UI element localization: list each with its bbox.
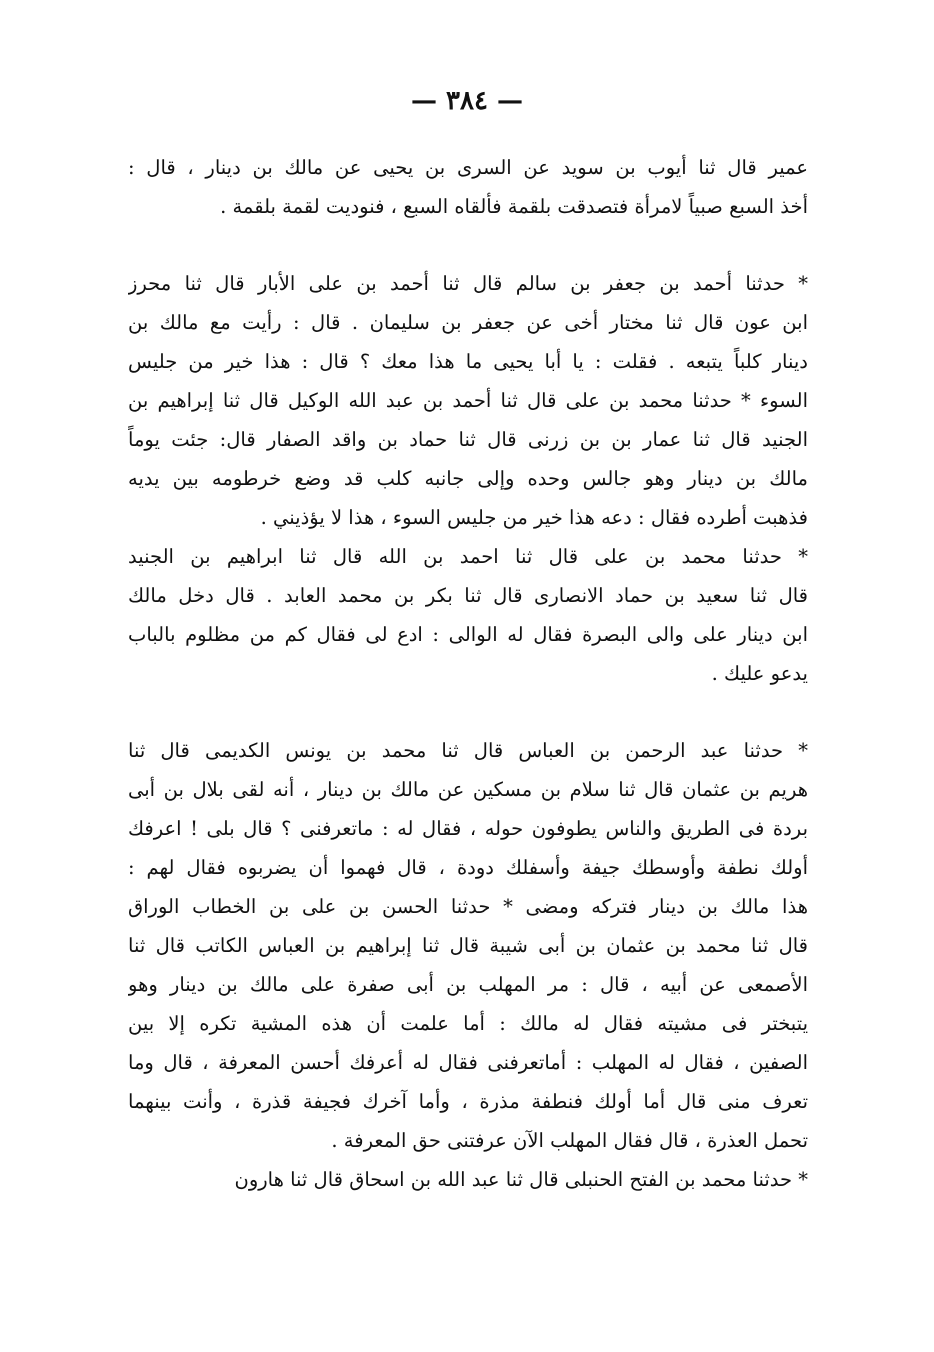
text-line: أخذ السبع صبياً لامرأة فتصدقت بلقمة فألقاه السبع ، فنوديت لقمة بلقمة . [220, 195, 808, 218]
body-text [128, 148, 808, 1199]
text-line: ابن دينار على والى البصرة فقال له الوالى : ادع لى فقال كم من مظلوم بالباب [128, 623, 808, 646]
text-line: تحمل العذرة ، قال فقال المهلب الآن عرفتنى حق المعرفة . [331, 1129, 808, 1152]
paragraph [128, 731, 808, 1160]
text-line: قال ثنا سعيد بن حماد الانصارى قال ثنا بكر بن محمد العابد . قال دخل مالك [128, 584, 808, 607]
paragraph-gap [128, 226, 808, 264]
text-line: دينار كلباً يتبعه . فقلت : يا أبا يحيى ما هذا معك ؟ قال : هذا خير من جليس [128, 350, 808, 373]
text-line: عمير قال ثنا أيوب بن سويد عن السرى بن يحيى عن مالك بن دينار ، قال : [128, 156, 808, 179]
text-line: * حدثنا أحمد بن جعفر بن سالم قال ثنا أحمد بن على الأبار قال ثنا محرز [128, 272, 808, 295]
text-line: مالك بن دينار وهو جالس وحده وإلى جانبه كلب قد وضع خرطومه بين يديه [128, 467, 808, 490]
paragraph-gap [128, 693, 808, 731]
text-line: تعرف منى قال أما أولك فنطفة مذرة ، وأما آخرك فجيفة قذرة ، وأنت بينهما [128, 1090, 808, 1113]
text-line: بردة فى الطريق والناس يطوفون حوله ، فقال له : ماتعرفنى ؟ قال بلى ! اعرفك [128, 817, 808, 840]
page-number: — ٣٨٤ — [410, 86, 524, 116]
text-line: * حدثنا محمد بن على قال ثنا احمد بن الله قال ثنا ابراهيم بن الجنيد [128, 545, 808, 568]
text-line: ابن عون قال ثنا مختار أخى عن جعفر بن سليمان . قال : رأيت مع مالك بن [128, 311, 808, 334]
text-line: يتبختر فى مشيته فقال له مالك : أما علمت أن هذه المشية تكره إلا بين [128, 1012, 808, 1035]
text-line: * حدثنا محمد بن الفتح الحنبلى قال ثنا عبد الله بن اسحاق قال ثنا هارون [234, 1168, 808, 1191]
text-line: فذهبت أطرده فقال : دعه هذا خير من جليس السوء ، هذا لا يؤذيني . [260, 506, 808, 529]
text-line: هريم بن عثمان قال ثنا سلام بن مسكين عن مالك بن دينار ، أنه لقى بلال بن أبى [128, 778, 808, 801]
text-line: يدعو عليك . [711, 662, 808, 685]
paragraph [128, 148, 808, 226]
text-line: قال ثنا محمد بن عثمان بن أبى شيبة قال ثنا إبراهيم بن العباس الكاتب قال ثنا [128, 934, 808, 957]
text-line: الأصمعى عن أبيه ، قال : مر المهلب بن أبى صفرة على مالك بن دينار وهو [128, 973, 808, 996]
text-line: * حدثنا عبد الرحمن بن العباس قال ثنا محمد بن يونس الكديمى قال ثنا [128, 739, 808, 762]
paragraph [128, 264, 808, 537]
paragraph [128, 1160, 808, 1199]
text-line: الجنيد قال ثنا عمار بن بن زرنى قال ثنا حماد بن واقد الصفار قال: جئت يوماً [128, 428, 808, 451]
text-line: السوء * حدثنا محمد بن على قال ثنا أحمد بن عبد الله الوكيل قال ثنا إبراهيم بن [128, 389, 808, 412]
text-line: هذا مالك بن دينار فتركه ومضى * حدثنا الحسن بن على بن الخطاب الوراق [128, 895, 808, 918]
paragraph [128, 537, 808, 693]
text-line: أولك نطفة وأوسطك جيفة وأسفلك دودة ، قال فهموا أن يضربوه فقال لهم : [128, 856, 808, 879]
text-line: الصفين ، فقال له المهلب : أماتعرفنى فقال له أعرفك أحسن المعرفة ، قال وما [128, 1051, 808, 1074]
